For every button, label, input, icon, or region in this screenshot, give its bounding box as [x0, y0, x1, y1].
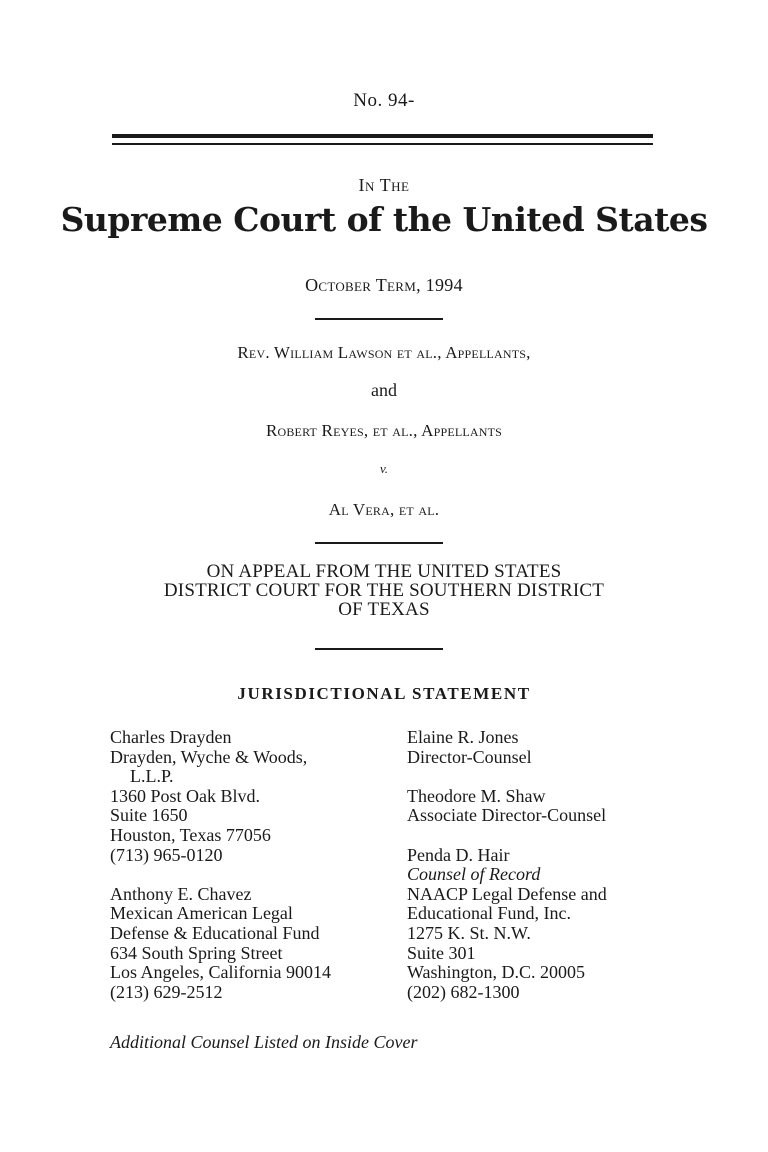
counsel-line: Charles Drayden — [110, 727, 232, 747]
counsel-line: Suite 1650 — [110, 805, 188, 826]
additional-counsel-note: Additional Counsel Listed on Inside Cover — [110, 1032, 418, 1052]
counsel-line: L.L.P. — [130, 766, 174, 787]
court-term: October Term, 1994 — [305, 275, 463, 295]
divider-rule-1 — [315, 318, 443, 320]
counsel-line: Director-Counsel — [407, 746, 532, 767]
counsel-line: Mexican American Legal — [110, 903, 293, 924]
appellant-1: Rev. William Lawson et al., Appellants, — [237, 343, 531, 362]
appellant-2: Robert Reyes, et al., Appellants — [265, 421, 503, 440]
counsel-line: (202) 682-1300 — [407, 981, 520, 1002]
counsel-line: Anthony E. Chavez — [110, 883, 252, 904]
counsel-line: Associate Director-Counsel — [407, 805, 607, 826]
counsel-line: Washington, D.C. 20005 — [407, 962, 586, 983]
appellee: Al Vera, et al. — [328, 500, 440, 519]
divider-rule-2 — [315, 542, 443, 544]
appeal-line: DISTRICT COURT FOR THE SOUTHERN DISTRICT — [163, 580, 605, 601]
docket-number: No. 94- — [353, 90, 415, 111]
header-rule-thick — [112, 134, 653, 138]
counsel-line: Drayden, Wyche & Woods, — [110, 746, 308, 767]
versus: v. — [379, 461, 389, 476]
document-title: JURISDICTIONAL STATEMENT — [237, 684, 531, 703]
counsel-line: 1360 Post Oak Blvd. — [110, 785, 261, 806]
counsel-line: Defense & Educational Fund — [110, 922, 320, 943]
counsel-line: Los Angeles, California 90014 — [110, 962, 331, 983]
counsel-line: Educational Fund, Inc. — [407, 903, 571, 924]
counsel-line: (213) 629-2512 — [110, 981, 223, 1002]
counsel-line: Penda D. Hair — [407, 844, 510, 865]
counsel-left-column — [110, 728, 331, 1002]
counsel-right-column — [407, 728, 607, 1002]
header-rule-thin — [112, 143, 653, 145]
party-connector: and — [371, 380, 397, 400]
court-title: Supreme Court of the United States — [60, 200, 708, 239]
divider-rule-3 — [315, 648, 443, 650]
spacer — [407, 767, 607, 787]
in-the-heading: In The — [358, 175, 410, 195]
spacer — [110, 865, 331, 885]
counsel-line: Theodore M. Shaw — [407, 785, 546, 806]
appeal-line: ON APPEAL FROM THE UNITED STATES — [206, 561, 562, 582]
appeal-line: OF TEXAS — [338, 599, 430, 620]
counsel-line: Houston, Texas 77056 — [110, 824, 271, 845]
counsel-line: 634 South Spring Street — [110, 942, 283, 963]
spacer — [407, 826, 607, 846]
appeal-statement — [0, 562, 768, 619]
counsel-line: (713) 965-0120 — [110, 844, 223, 865]
counsel-line: Suite 301 — [407, 942, 476, 963]
counsel-line: Elaine R. Jones — [407, 727, 519, 747]
counsel-line: 1275 K. St. N.W. — [407, 922, 531, 943]
counsel-line: NAACP Legal Defense and — [407, 883, 607, 904]
counsel-role: Counsel of Record — [407, 864, 541, 885]
